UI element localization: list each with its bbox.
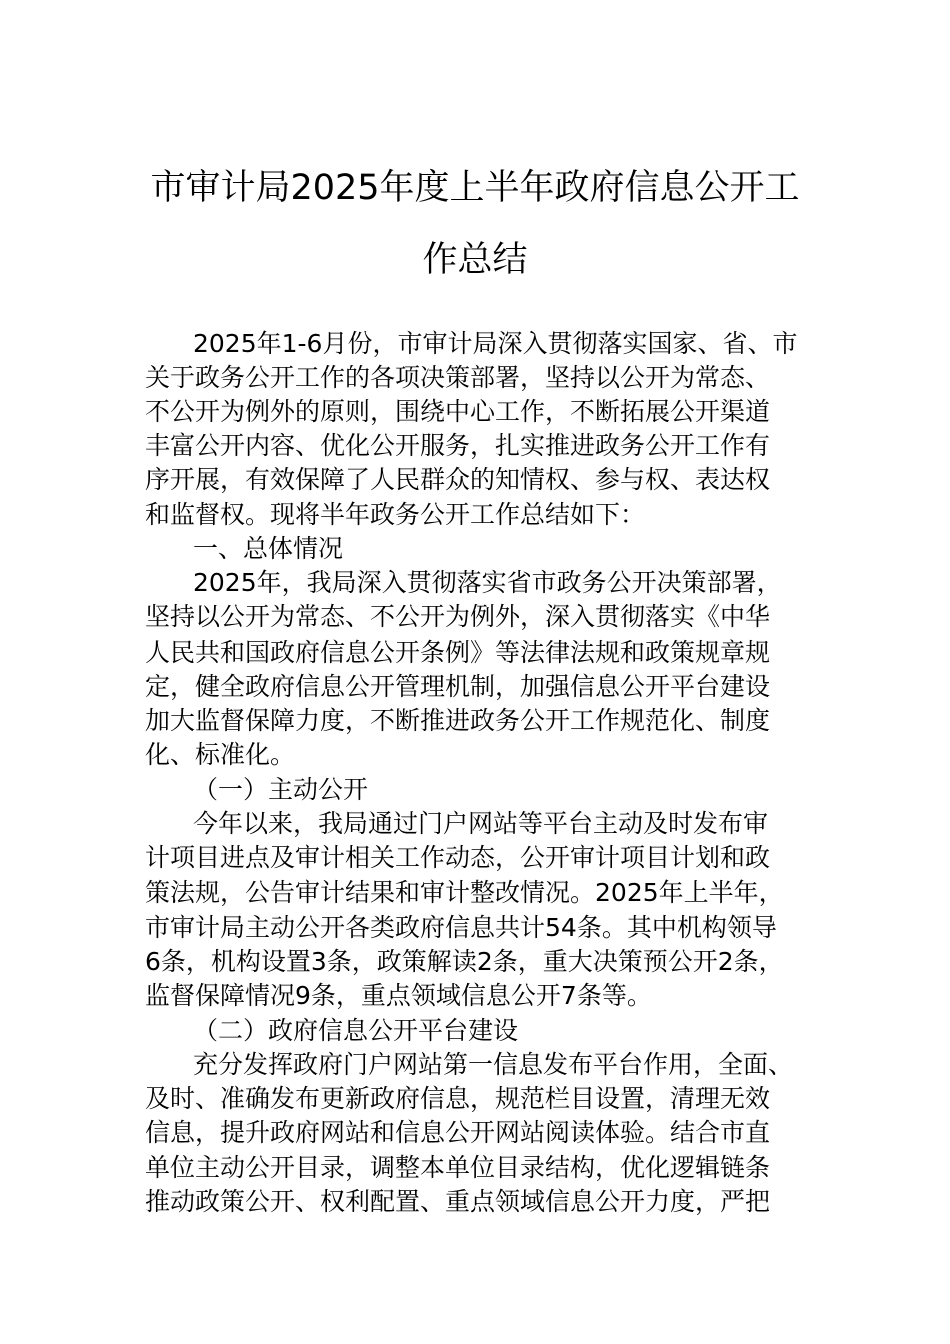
paragraph-line: 策法规，公告审计结果和审计整改情况。2025年上半年， <box>145 878 784 907</box>
paragraph-line: 单位主动公开目录，调整本单位目录结构，优化逻辑链条 <box>145 1153 771 1182</box>
paragraph-line: 计项目进点及审计相关工作动态，公开审计项目计划和政 <box>145 843 771 872</box>
paragraph-line: 监督保障情况9条，重点领域信息公开7条等。 <box>145 981 652 1010</box>
paragraph-line: 关于政务公开工作的各项决策部署，坚持以公开为常态、 <box>145 363 771 392</box>
document-title-line-2: 作总结 <box>422 240 528 280</box>
paragraph-line: 及时、准确发布更新政府信息，规范栏目设置，清理无效 <box>145 1084 771 1113</box>
paragraph-line: 丰富公开内容、优化公开服务，扎实推进政务公开工作有 <box>145 431 771 460</box>
paragraph-line: 今年以来，我局通过门户网站等平台主动及时发布审 <box>193 809 769 838</box>
document-title-line-1: 市审计局2025年度上半年政府信息公开工 <box>150 168 800 208</box>
subsection-heading: （一）主动公开 <box>193 775 369 804</box>
paragraph-line: 化、标准化。 <box>145 740 296 769</box>
paragraph-line: 2025年1-6月份，市审计局深入贯彻落实国家、省、市 <box>193 329 798 358</box>
paragraph-line: 6条，机构设置3条，政策解读2条，重大决策预公开2条， <box>145 947 784 976</box>
paragraph-line: 充分发挥政府门户网站第一信息发布平台作用，全面、 <box>193 1050 794 1079</box>
paragraph-line: 坚持以公开为常态、不公开为例外，深入贯彻落实《中华 <box>145 602 771 631</box>
paragraph-line: 人民共和国政府信息公开条例》等法律法规和政策规章规 <box>145 638 771 667</box>
paragraph-line: 序开展，有效保障了人民群众的知情权、参与权、表达权 <box>145 465 771 494</box>
paragraph-line: 2025年，我局深入贯彻落实省市政务公开决策部署， <box>193 568 782 597</box>
paragraph-line: 推动政策公开、权利配置、重点领域信息公开力度，严把 <box>145 1187 771 1216</box>
paragraph-line: 市审计局主动公开各类政府信息共计54条。其中机构领导 <box>145 913 777 942</box>
paragraph-line: 不公开为例外的原则，围绕中心工作，不断拓展公开渠道 <box>145 397 771 426</box>
paragraph-line: 和监督权。现将半年政务公开工作总结如下： <box>145 500 646 529</box>
section-heading: 一、总体情况 <box>193 534 344 563</box>
paragraph-line: 加大监督保障力度，不断推进政务公开工作规范化、制度 <box>145 706 771 735</box>
paragraph-line: 定，健全政府信息公开管理机制，加强信息公开平台建设 <box>145 672 771 701</box>
subsection-heading: （二）政府信息公开平台建设 <box>193 1016 519 1045</box>
paragraph-line: 信息，提升政府网站和信息公开网站阅读体验。结合市直 <box>145 1118 771 1147</box>
